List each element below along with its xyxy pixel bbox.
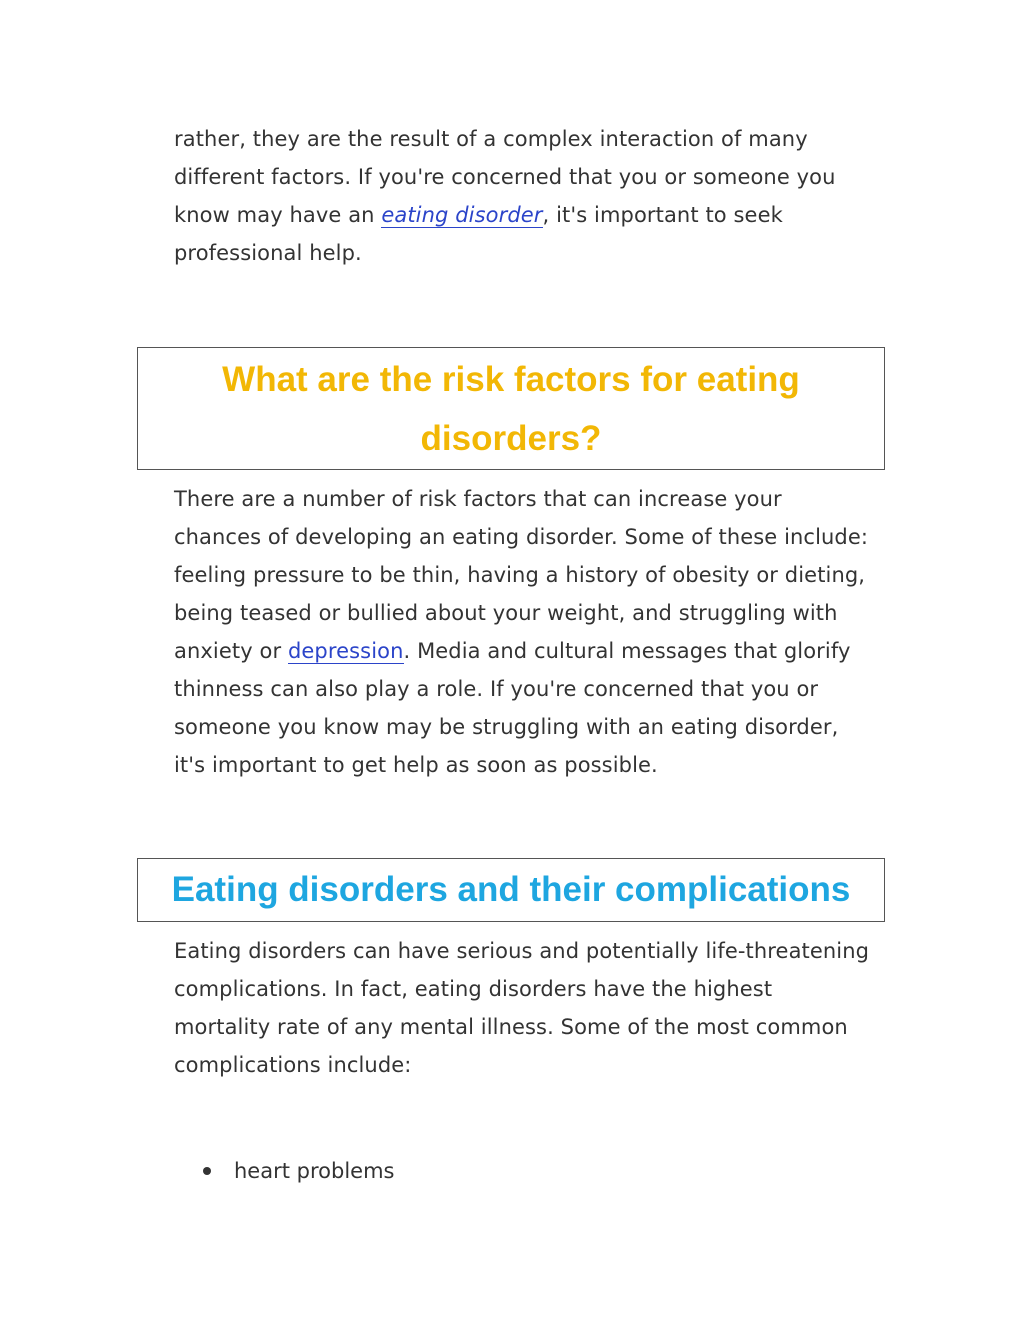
risk-text-start: There are a number of risk factors that can increase your chances of developing an eating disorder. Some of these include: feeling pressure to be thin, having a history of obesity or dieting, being teased or bullied about your weight, and struggling with anxiety or: [174, 487, 869, 663]
list-item-label: heart problems: [234, 1159, 395, 1183]
complications-heading-box: [137, 858, 885, 922]
risk-factors-heading: What are the risk factors for eating disorders?: [222, 360, 800, 458]
intro-text-start: rather, they are the result of a complex interaction of many different factors. If you're concerned that you or someone you know may have an: [174, 127, 836, 227]
risk-factors-heading-box: [137, 347, 885, 470]
complications-paragraph: Eating disorders can have serious and potentially life-threatening complications. In fact, eating disorders have the highest mortality rate of any mental illness. Some of the most common complications include:: [174, 939, 870, 1077]
depression-link[interactable]: depression: [287, 639, 404, 663]
complications-list: [174, 1152, 774, 1190]
complications-heading: Eating disorders and their complications: [171, 870, 851, 909]
risk-factors-paragraph: [174, 480, 874, 784]
eating-disorder-link[interactable]: eating disorder: [381, 203, 543, 227]
risk-text-end: . Media and cultural messages that glorify thinness can also play a role. If you're concerned that you or someone you know may be struggling with an eating disorder, it's important to get help as soon as possible.: [174, 639, 851, 777]
list-item: [174, 1152, 774, 1190]
intro-paragraph: [174, 120, 874, 272]
bullet-icon: [203, 1167, 211, 1175]
intro-text-end: , it's important to seek professional help.: [174, 203, 783, 265]
